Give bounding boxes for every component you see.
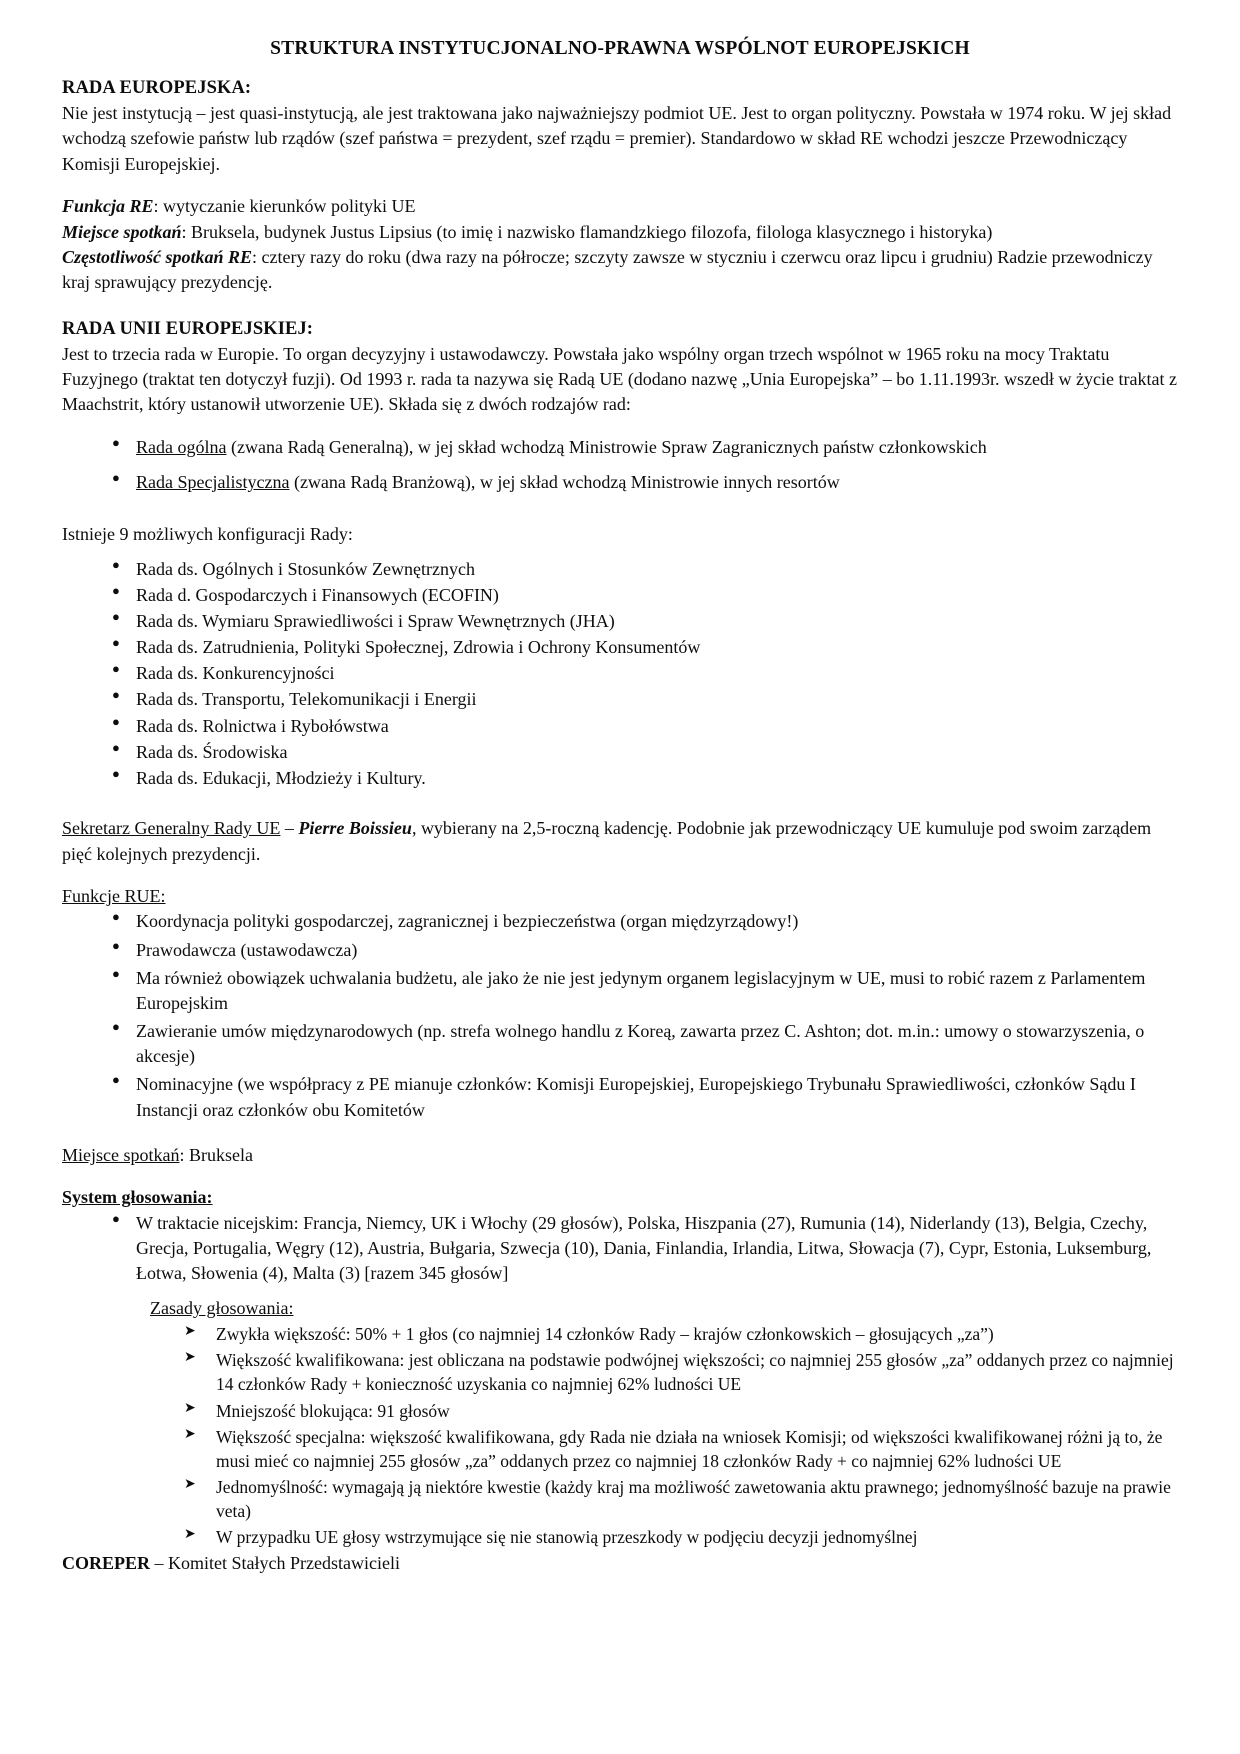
miejsce-spotkan-rue-text: : Bruksela xyxy=(179,1144,253,1165)
sekretarz-generalny-label: Sekretarz Generalny Rady UE xyxy=(62,818,281,839)
list-item: ● W traktacie nicejskim: Francja, Niemcy, UK i Włochy (29 głosów), Polska, Hiszpania (27), Rumunia (14), Niderlandy (13), Belgia, Czechy, Grecja, Portugalia, Węgry (12), Austria, Bułgaria, Szwecja (10), Dania, Finlandia, Irlandia, Litwa, Słowacja (7), Cypr, Estonia, Luksemburg, Łotwa, Słowenia (4), Malta (3) [razem 345 głosów] xyxy=(98,1211,1178,1287)
list-item: ● Rada d. Gospodarczych i Finansowych (ECOFIN) xyxy=(98,583,1178,608)
list-item: ➤ Większość kwalifikowana: jest obliczana na podstawie podwójnej większości; co najmniej 255 głosów „za” oddanych przez co najmniej 14 członków Rady + konieczność uzyskania co najmniej 62% ludności UE xyxy=(182,1348,1178,1396)
list-item: ● Rada ds. Rolnictwa i Rybołówstwa xyxy=(98,714,1178,739)
list-item: ➤ Jednomyślność: wymagają ją niektóre kwestie (każdy kraj ma możliwość zawetowania aktu prawnego; jednomyślność bazuje na prawie veta) xyxy=(182,1475,1178,1523)
miejsce-re-text: : Bruksela, budynek Justus Lipsius (to imię i nazwisko flamandzkiego filozofa, filologa klasycznego i historyka) xyxy=(181,221,993,242)
list-item: ➤ Mniejszość blokująca: 91 głosów xyxy=(182,1399,1178,1423)
list-item: ● Rada ds. Środowiska xyxy=(98,740,1178,765)
sekretarz-rest: , wybierany na 2,5-roczną kadencję. Podobnie jak przewodniczący UE kumuluje pod swoim zarządem pięć kolejnych prezydencji. xyxy=(62,818,1152,864)
coreper-line xyxy=(62,1551,1178,1576)
list-konfiguracje-rady xyxy=(98,557,1178,792)
list-item: ● Rada ds. Wymiaru Sprawiedliwości i Spraw Wewnętrznych (JHA) xyxy=(98,609,1178,634)
heading-funkcje-rue: Funkcje RUE: xyxy=(62,885,166,906)
list-item: ● Rada ds. Konkurencyjności xyxy=(98,661,1178,686)
list-item: ● Prawodawcza (ustawodawcza) xyxy=(98,938,1178,963)
funkcja-re-label: Funkcja RE xyxy=(62,196,154,217)
rada-ogolna-label: Rada ogólna xyxy=(136,436,227,457)
czestotliwosc-re-text: : cztery razy do roku (dwa razy na półrocze; szczyty zawsze w styczniu i czerwcu oraz lipcu i grudniu) Radzie przewodniczy kraj sprawujący prezydencję. xyxy=(62,246,1153,293)
list-item: ● Rada ds. Transportu, Telekomunikacji i Energii xyxy=(98,687,1178,712)
list-rodzaje-rad xyxy=(98,435,1178,495)
czestotliwosc-re-line xyxy=(62,245,1178,296)
list-item: ● Koordynacja polityki gospodarczej, zagranicznej i bezpieczeństwa (organ międzyrządowy!) xyxy=(98,909,1178,934)
coreper-text: – Komitet Stałych Przedstawicieli xyxy=(150,1553,400,1574)
heading-rada-europejska: RADA EUROPEJSKA: xyxy=(62,78,252,98)
document-title: STRUKTURA INSTYTUCJONALNO-PRAWNA WSPÓLNOT EUROPEJSKICH xyxy=(270,38,970,59)
funkcja-re-text: : wytyczanie kierunków polityki UE xyxy=(153,196,416,217)
list-item: ● Zawieranie umów międzynarodowych (np. strefa wolnego handlu z Koreą, zawarta przez C. Ashton; dot. m.in.: umowy o stowarzyszenia, o akcesje) xyxy=(98,1019,1178,1069)
sekretarz-name: Pierre Boissieu xyxy=(298,818,412,839)
miejsce-spotkan-rue-label: Miejsce spotkań xyxy=(62,1144,180,1165)
list-item: ● Rada ds. Edukacji, Młodzieży i Kultury. xyxy=(98,766,1178,791)
rada-specjalistyczna-label: Rada Specjalistyczna xyxy=(136,471,290,492)
paragraph-rada-europejska: Nie jest instytucją – jest quasi-instytucją, ale jest traktowana jako najważniejszy podmiot UE. Jest to organ polityczny. Powstała w 1974 roku. W jej skład wchodzą szefowie państw lub rządów (szef państwa = prezydent, szef rządu = premier). Standardowo w skład RE wchodzi jeszcze Przewodniczący Komisji Europejskiej. xyxy=(62,103,1172,174)
list-funkcje-rue xyxy=(98,909,1178,1123)
rada-specjalistyczna-text: (zwana Radą Branżową), w jej skład wchodzą Ministrowie innych resortów xyxy=(289,471,840,492)
list-item xyxy=(98,470,1178,495)
heading-system-glosowania: System głosowania: xyxy=(62,1187,213,1208)
list-item: ● Rada ds. Zatrudnienia, Polityki Społecznej, Zdrowia i Ochrony Konsumentów xyxy=(98,635,1178,660)
list-item: ➤ Większość specjalna: większość kwalifikowana, gdy Rada nie działa na wniosek Komisji; od większości kwalifikowanej różni ją to, że musi mieć co najmniej 255 głosów „za” oddanych przez co najmniej 18 członków Rady + co najmniej 62% ludności UE xyxy=(182,1425,1178,1473)
list-item: ● Nominacyjne (we współpracy z PE mianuje członków: Komisji Europejskiej, Europejskiego Trybunału Sprawiedliwości, członków Sądu I Instancji oraz członków obu Komitetów xyxy=(98,1072,1178,1122)
list-item: ➤ Zwykła większość: 50% + 1 głos (co najmniej 14 członków Rady – krajów członkowskich – głosujących „za”) xyxy=(182,1322,1178,1346)
heading-rada-unii-europejskiej: RADA UNII EUROPEJSKIEJ: xyxy=(62,318,314,339)
list-item xyxy=(98,435,1178,460)
list-item: ➤ W przypadku UE głosy wstrzymujące się nie stanowią przeszkody w podjęciu decyzji jednomyślnej xyxy=(182,1525,1178,1549)
miejsce-re-label: Miejsce spotkań xyxy=(62,221,182,242)
miejsce-re-line xyxy=(62,220,1178,245)
coreper-label: COREPER xyxy=(62,1553,151,1574)
konfiguracje-intro: Istnieje 9 możliwych konfiguracji Rady: xyxy=(62,524,353,545)
list-traktat-nicejski xyxy=(98,1211,1178,1287)
paragraph-rada-unii: Jest to trzecia rada w Europie. To organ decyzyjny i ustawodawczy. Powstała jako wspólny organ trzech wspólnot w 1965 roku na mocy Traktatu Fuzyjnego (traktat ten dotyczył fuzji). Od 1993 r. rada ta nazywa się Radą UE (dodano nazwę „Unia Europejska” – bo 1.11.1993r. wszedł w życie traktat z Maachstrit, który ustanowił utworzenie UE). Składa się z dwóch rodzajów rad: xyxy=(62,343,1177,415)
miejsce-spotkan-rue-line xyxy=(62,1143,1178,1168)
sekretarz-dash: – xyxy=(280,818,299,839)
czestotliwosc-re-label: Częstotliwość spotkań RE xyxy=(62,246,253,267)
list-zasady-glosowania xyxy=(182,1322,1178,1549)
list-item: ● Rada ds. Ogólnych i Stosunków Zewnętrznych xyxy=(98,557,1178,582)
list-item: ● Ma również obowiązek uchwalania budżetu, ale jako że nie jest jedynym organem legislacyjnym w UE, musi to robić razem z Parlamentem Europejskim xyxy=(98,966,1178,1016)
sekretarz-generalny-line xyxy=(62,816,1178,867)
rada-ogolna-text: (zwana Radą Generalną), w jej skład wchodzą Ministrowie Spraw Zagranicznych państw członkowskich xyxy=(226,436,987,457)
funkcja-re-line xyxy=(62,194,1178,219)
heading-zasady-glosowania: Zasady głosowania: xyxy=(150,1298,294,1319)
